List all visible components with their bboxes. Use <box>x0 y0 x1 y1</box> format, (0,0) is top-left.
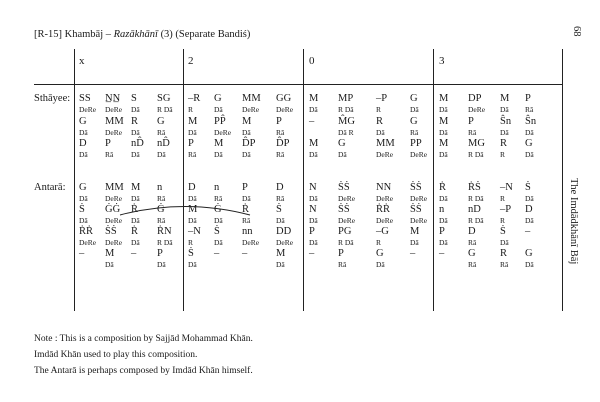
swara: – <box>525 226 531 237</box>
swara: R <box>500 138 508 149</box>
bol: Dā <box>131 150 140 159</box>
swara: MG <box>468 138 485 149</box>
bol: DeRe <box>468 105 486 114</box>
section-marker: x <box>79 55 85 67</box>
bol: DeRe <box>242 105 260 114</box>
swara: P <box>188 138 194 149</box>
swara: Ṡ <box>276 204 282 215</box>
bol: Dā <box>131 105 140 114</box>
swara: G <box>376 248 384 259</box>
bol: DeRe <box>105 105 123 114</box>
swara: Ṡ <box>525 182 531 193</box>
swara: M <box>439 93 449 104</box>
bol: Dā <box>500 128 509 137</box>
bol: Rā <box>157 128 166 137</box>
header-suffix: (3) (Separate Bandiś) <box>157 29 251 40</box>
swara: – <box>242 248 248 259</box>
bol: Dā <box>214 238 223 247</box>
swara: D <box>468 226 476 237</box>
swara: ṠṠ <box>338 204 350 215</box>
side-title: The Imdādkhānī Bāj <box>568 178 579 265</box>
section-marker: 3 <box>439 55 445 67</box>
swara: M <box>276 248 286 259</box>
swara: G <box>410 116 418 127</box>
swara: Ṡ <box>79 204 85 215</box>
swara: –N <box>188 226 201 237</box>
bol: Dā <box>214 216 223 225</box>
bol: DeRe <box>276 238 294 247</box>
swara: Ŝn <box>525 116 537 127</box>
label-antara: Antarā: <box>34 182 66 193</box>
swara: nD <box>468 204 481 215</box>
swara: GG <box>276 93 292 104</box>
swara: ṘṘ <box>79 226 94 237</box>
bol: Dā <box>410 238 419 247</box>
swara: G <box>214 93 222 104</box>
bol: Dā <box>439 194 448 203</box>
swara: Ṙ <box>439 182 447 193</box>
bol: Rā <box>525 105 534 114</box>
bol: Rā <box>157 216 166 225</box>
bol: DeRe <box>410 216 428 225</box>
swara: P <box>105 138 111 149</box>
bol: Dā <box>309 194 318 203</box>
bol: Rā <box>242 216 251 225</box>
bol: Dā <box>188 216 197 225</box>
swara: SG <box>157 93 171 104</box>
bol: Dā <box>131 194 140 203</box>
swara: G <box>525 248 533 259</box>
bol: DeRe <box>105 216 123 225</box>
swara: MP <box>338 93 354 104</box>
bol: Dā <box>214 150 223 159</box>
bol: Dā <box>131 216 140 225</box>
bol: Dā <box>242 128 251 137</box>
swara: n <box>439 204 445 215</box>
bol: Dā <box>525 194 534 203</box>
bol: R <box>500 150 506 159</box>
bol: Rā <box>468 238 477 247</box>
swara: D̂P <box>276 138 290 149</box>
bol: R Dā <box>157 105 173 114</box>
bol: Dā <box>376 260 385 269</box>
swara: R <box>500 248 508 259</box>
swara: ṠṠ <box>105 226 117 237</box>
note-line: Note : This is a composition by Sajjād Mohammad Khān. <box>34 334 253 344</box>
bol: Dā <box>338 150 347 159</box>
bol: R Dā <box>157 238 173 247</box>
swara: MM <box>376 138 395 149</box>
bol: Dā <box>309 216 318 225</box>
swara: ṘṠ <box>468 182 481 193</box>
header-prefix: [R-15] Khambāj – <box>34 29 114 40</box>
bol: DeRe <box>410 150 428 159</box>
swara: R <box>376 116 384 127</box>
swara: N̲N̲ <box>105 93 121 104</box>
swara: Ġ <box>214 204 222 215</box>
swara: M̂G <box>338 116 355 127</box>
swara: M <box>439 116 449 127</box>
swara: –G <box>376 226 389 237</box>
swara: –R <box>188 93 201 104</box>
notes <box>34 331 253 379</box>
swara: – <box>309 248 315 259</box>
swara: N <box>309 204 317 215</box>
swara: – <box>309 116 315 127</box>
bol: R <box>188 105 194 114</box>
bol: Dā <box>525 128 534 137</box>
bol: Dā <box>309 105 318 114</box>
swara: Ṙ <box>131 226 139 237</box>
bol: R Dā <box>338 238 354 247</box>
bol: Rā <box>276 194 285 203</box>
swara: Ŝn <box>500 116 512 127</box>
bol: R Dā <box>468 150 484 159</box>
swara: M <box>188 204 198 215</box>
swara: Ṡ <box>214 226 220 237</box>
bol: Dā <box>309 150 318 159</box>
swara: n <box>157 182 163 193</box>
bol: R <box>376 105 382 114</box>
bol: Dā <box>131 128 140 137</box>
swara: S <box>131 93 137 104</box>
swara: Ṡ <box>500 226 506 237</box>
bol: DeRe <box>79 105 97 114</box>
section-marker: 2 <box>188 55 194 67</box>
bol: DeRe <box>376 216 394 225</box>
bol: Dā <box>439 128 448 137</box>
note-line: Imdād Khān used to play this composition. <box>34 350 198 360</box>
bol: R <box>188 238 194 247</box>
bol: Dā <box>439 216 448 225</box>
bol: R Dā <box>468 194 484 203</box>
swara: G <box>79 116 87 127</box>
bol: Dā <box>79 128 88 137</box>
swara: Ṙ <box>131 204 139 215</box>
swara: MM <box>105 182 124 193</box>
swara: M <box>242 116 252 127</box>
bol: DeRe <box>338 194 356 203</box>
bol: DeRe <box>105 238 123 247</box>
swara: G <box>79 182 87 193</box>
swara: ṠṠ <box>338 182 350 193</box>
bol: DeRe <box>79 238 97 247</box>
swara: Ṙ <box>242 204 250 215</box>
section-marker: 0 <box>309 55 315 67</box>
bol: Dā <box>157 150 166 159</box>
bol: DeRe <box>376 150 394 159</box>
swara: M <box>188 116 198 127</box>
bol: Dā <box>131 238 140 247</box>
bol: Rā <box>468 128 477 137</box>
bol: R Dā <box>338 105 354 114</box>
swara: PP̂ <box>214 116 226 127</box>
swara: nD̂ <box>131 138 144 149</box>
bol: Rā <box>276 150 285 159</box>
bol: Dā <box>525 260 534 269</box>
swara: D <box>276 182 284 193</box>
swara: Ġ <box>157 204 165 215</box>
swara: DP <box>468 93 482 104</box>
bol: R <box>500 194 506 203</box>
swara: SS <box>79 93 91 104</box>
swara: D <box>525 204 533 215</box>
swara: ṠṠ <box>410 204 422 215</box>
swara: M <box>214 138 224 149</box>
bol: Rā <box>338 260 347 269</box>
bol: Dā <box>188 194 197 203</box>
bol: Rā <box>214 194 223 203</box>
bol: Dā <box>214 105 223 114</box>
bol: Rā <box>500 260 509 269</box>
bol: R <box>376 238 382 247</box>
swara: ṠṠ <box>410 182 422 193</box>
bol: Rā <box>188 150 197 159</box>
bol: Dā <box>525 150 534 159</box>
swara: R <box>131 116 139 127</box>
page-number: 68 <box>571 26 582 37</box>
bol: Dā <box>79 216 88 225</box>
swara: D̂P <box>242 138 256 149</box>
bol: Dā <box>410 105 419 114</box>
swara: – <box>79 248 85 259</box>
bol: DeRe <box>376 194 394 203</box>
note-line: The Antarā is perhaps composed by Imdād Khān himself. <box>34 366 253 376</box>
swara: P <box>468 116 474 127</box>
swara: Ṡ <box>188 248 194 259</box>
swara: – <box>214 248 220 259</box>
swara: – <box>439 248 445 259</box>
swara: – <box>410 248 416 259</box>
bol: Dā <box>242 150 251 159</box>
swara: M <box>410 226 420 237</box>
bol: Dā <box>439 150 448 159</box>
swara: NN <box>376 182 392 193</box>
bol: Dā <box>79 194 88 203</box>
swara: M <box>439 138 449 149</box>
bol: Dā <box>105 260 114 269</box>
swara: nn <box>242 226 253 237</box>
bol: Dā <box>439 105 448 114</box>
bol: Rā <box>105 150 114 159</box>
bol: Rā <box>410 128 419 137</box>
bol: DeRe <box>338 216 356 225</box>
swara: G <box>468 248 476 259</box>
bol: Dā <box>188 260 197 269</box>
bol: Rā <box>468 260 477 269</box>
swara: D <box>79 138 87 149</box>
bol: DeRe <box>276 105 294 114</box>
bol: Dā <box>500 105 509 114</box>
swara: M <box>309 138 319 149</box>
swara: D <box>188 182 196 193</box>
swara: MM <box>242 93 261 104</box>
swara: ṘṘ <box>376 204 391 215</box>
swara: P <box>439 226 445 237</box>
swara: –N <box>500 182 513 193</box>
swara: G <box>410 93 418 104</box>
bol: DeRe <box>214 128 232 137</box>
bol: Dā <box>157 260 166 269</box>
swara: P <box>242 182 248 193</box>
bol: Dā <box>79 150 88 159</box>
swara: n <box>214 182 220 193</box>
swara: ṘN <box>157 226 172 237</box>
swara: N <box>309 182 317 193</box>
bol: DeRe <box>242 238 260 247</box>
swara: –P <box>376 93 388 104</box>
swara: – <box>131 248 137 259</box>
bol: DeRe <box>105 194 123 203</box>
swara: MM <box>105 116 124 127</box>
swara: PP <box>410 138 422 149</box>
bol: Dā <box>500 238 509 247</box>
swara: P <box>157 248 163 259</box>
swara: P <box>338 248 344 259</box>
bol: Dā <box>376 128 385 137</box>
swara: PG <box>338 226 352 237</box>
bol: DeRe <box>105 128 123 137</box>
swara: M <box>500 93 510 104</box>
label-sthayee: Sthāyee: <box>34 93 71 104</box>
swara: nD̂ <box>157 138 170 149</box>
bol: Rā <box>276 128 285 137</box>
bol: Dā <box>309 238 318 247</box>
header-italic: Razākhānī <box>113 29 158 40</box>
swara: M <box>309 93 319 104</box>
bol: Dā <box>525 216 534 225</box>
swara: G <box>338 138 346 149</box>
swara: P <box>276 116 282 127</box>
swara: G <box>525 138 533 149</box>
bol: DeRe <box>410 194 428 203</box>
swara: M <box>105 248 115 259</box>
bol: R <box>500 216 506 225</box>
bol: Dā <box>439 238 448 247</box>
bol: Dā <box>276 260 285 269</box>
bol: Dā <box>188 128 197 137</box>
bol: R Dā <box>468 216 484 225</box>
bol: Rā <box>157 194 166 203</box>
swara: G <box>157 116 165 127</box>
swara: DD <box>276 226 292 237</box>
swara: M <box>131 182 141 193</box>
swara: P <box>309 226 315 237</box>
swara: ĠĠ <box>105 204 121 215</box>
bol: Dā <box>242 194 251 203</box>
bol: Dā R <box>338 128 354 137</box>
bol: Dā <box>276 216 285 225</box>
swara: P <box>525 93 531 104</box>
swara: –P <box>500 204 512 215</box>
